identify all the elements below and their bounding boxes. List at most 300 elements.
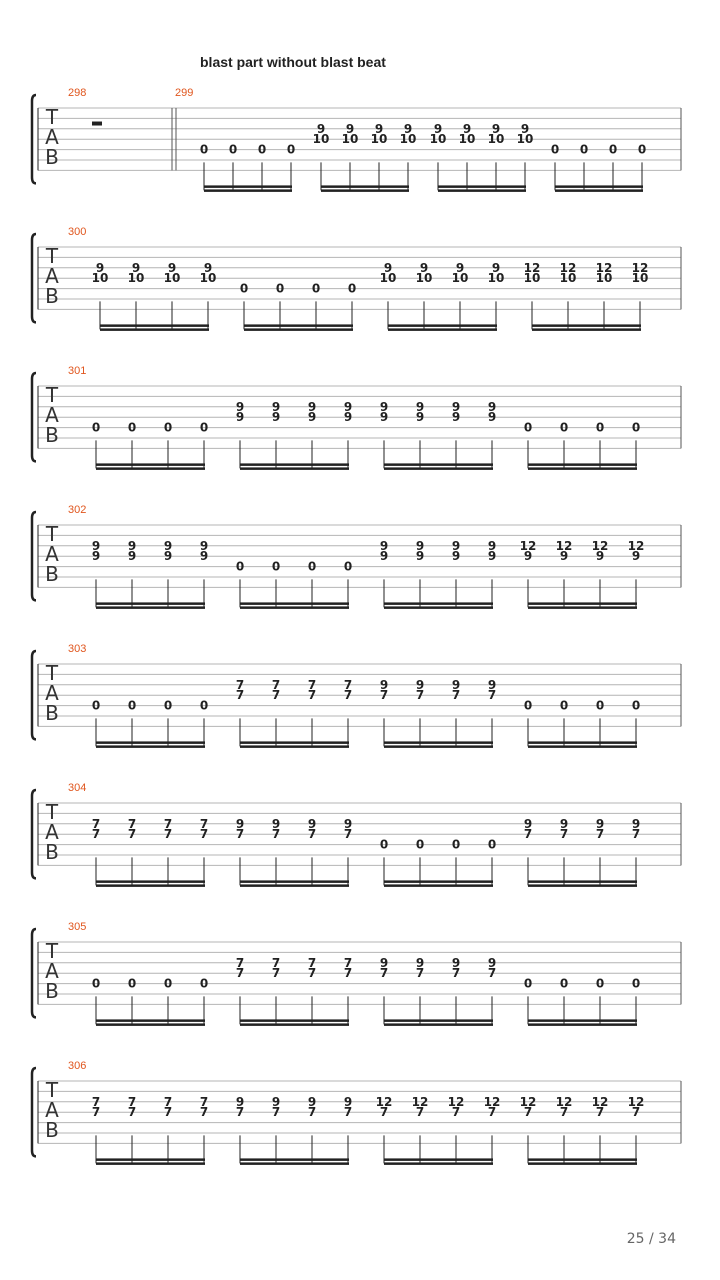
fret-number: 7 [127,827,137,842]
fret-number: 0 [257,142,267,157]
beam [384,741,493,744]
fret-number: 0 [91,698,101,713]
fret-number: 7 [415,966,425,981]
fret-number: 7 [487,1105,497,1120]
fret-number: 9 [487,538,497,553]
beam [204,189,292,192]
fret-number: 0 [235,559,245,574]
fret-number: 9 [343,399,353,414]
fret-number: 7 [271,966,281,981]
fret-number: 0 [595,420,605,435]
tab-clef-letter: A [45,681,59,705]
fret-number: 9 [631,549,641,564]
fret-number: 7 [199,1105,209,1120]
fret-number: 7 [271,1105,281,1120]
fret-number: 9 [235,816,245,831]
fret-number: 10 [595,271,613,286]
fret-number: 9 [419,260,429,275]
fret-number: 0 [127,976,137,991]
fret-number: 9 [523,816,533,831]
tab-clef-letter: T [45,522,59,546]
fret-number: 0 [631,976,641,991]
fret-number: 9 [127,538,137,553]
fret-number: 7 [307,955,317,970]
measure-number: 301 [68,365,87,377]
fret-number: 7 [271,677,281,692]
fret-number: 9 [415,955,425,970]
beam [384,1023,493,1026]
fret-number: 9 [487,399,497,414]
tab-clef-letter: T [45,800,59,824]
fret-number: 7 [235,966,245,981]
fret-number: 9 [235,399,245,414]
fret-number: 10 [312,132,330,147]
fret-number: 9 [316,121,326,136]
fret-number: 0 [91,420,101,435]
beam [384,745,493,748]
fret-number: 0 [199,420,209,435]
fret-number: 7 [415,1105,425,1120]
fret-number: 0 [579,142,589,157]
fret-number: 9 [271,399,281,414]
fret-number: 12 [627,538,645,553]
fret-number: 9 [487,410,497,425]
fret-number: 9 [307,1094,317,1109]
fret-number: 10 [523,271,541,286]
fret-number: 0 [523,976,533,991]
fret-number: 0 [286,142,296,157]
system-bracket [32,512,36,600]
fret-number: 9 [520,121,530,136]
fret-number: 9 [455,260,465,275]
fret-number: 12 [483,1094,501,1109]
fret-number: 7 [91,1105,101,1120]
fret-number: 7 [343,966,353,981]
fret-number: 9 [379,549,389,564]
tab-clef-letter: T [45,105,59,129]
fret-number: 7 [343,677,353,692]
fret-number: 12 [591,1094,609,1109]
fret-number: 7 [307,827,317,842]
fret-number: 9 [415,538,425,553]
fret-number: 10 [163,271,181,286]
fret-number: 9 [307,399,317,414]
beam [96,606,205,609]
fret-number: 0 [163,698,173,713]
fret-number: 10 [487,132,505,147]
fret-number: 9 [343,410,353,425]
measure-number: 305 [68,921,87,933]
fret-number: 9 [491,121,501,136]
tab-clef-letter: T [45,939,59,963]
fret-number: 0 [163,976,173,991]
fret-number: 7 [307,677,317,692]
fret-number: 7 [91,827,101,842]
fret-number: 9 [379,955,389,970]
beam [100,328,209,331]
beam [96,1162,205,1165]
tab-clef-letter: B [45,145,59,169]
fret-number: 9 [163,538,173,553]
fret-number: 12 [411,1094,429,1109]
fret-number: 12 [559,260,577,275]
fret-number: 9 [403,121,413,136]
fret-number: 0 [559,976,569,991]
fret-number: 9 [451,410,461,425]
tab-clef-letter: A [45,125,59,149]
fret-number: 9 [235,1094,245,1109]
fret-number: 12 [595,260,613,275]
fret-number: 0 [127,698,137,713]
fret-number: 0 [523,420,533,435]
fret-number: 9 [345,121,355,136]
fret-number: 7 [487,966,497,981]
fret-number: 0 [199,698,209,713]
fret-number: 7 [127,816,137,831]
fret-number: 0 [595,698,605,713]
fret-number: 12 [447,1094,465,1109]
fret-number: 9 [379,538,389,553]
beam [384,606,493,609]
fret-number: 10 [451,271,469,286]
beam [240,1023,349,1026]
fret-number: 9 [559,549,569,564]
fret-number: 9 [199,538,209,553]
fret-number: 10 [415,271,433,286]
fret-number: 9 [451,677,461,692]
beam [528,745,637,748]
beam [240,606,349,609]
fret-number: 0 [228,142,238,157]
system-bracket [32,651,36,739]
fret-number: 7 [343,827,353,842]
fret-number: 7 [631,1105,641,1120]
tab-clef-letter: B [45,284,59,308]
fret-number: 7 [451,688,461,703]
fret-number: 7 [271,688,281,703]
fret-number: 0 [91,976,101,991]
beam [240,1162,349,1165]
beam [438,185,526,188]
page-number: 25 / 34 [626,1231,676,1247]
system-bracket [32,373,36,461]
fret-number: 9 [271,816,281,831]
fret-number: 7 [163,816,173,831]
fret-number: 10 [127,271,145,286]
beam [528,880,637,883]
fret-number: 9 [131,260,141,275]
fret-number: 9 [127,549,137,564]
beam [384,1019,493,1022]
fret-number: 10 [199,271,217,286]
fret-number: 0 [451,837,461,852]
beam [384,602,493,605]
fret-number: 0 [311,281,321,296]
fret-number: 10 [399,132,417,147]
fret-number: 10 [370,132,388,147]
beam [528,741,637,744]
fret-number: 9 [343,816,353,831]
measure-number: 300 [68,226,87,238]
fret-number: 7 [451,1105,461,1120]
fret-number: 12 [555,1094,573,1109]
system-bracket [32,929,36,1017]
system-bracket [32,790,36,878]
fret-number: 9 [167,260,177,275]
fret-number: 0 [275,281,285,296]
fret-number: 9 [451,549,461,564]
fret-number: 7 [559,1105,569,1120]
beam [240,880,349,883]
beam [240,467,349,470]
tab-clef-letter: A [45,542,59,566]
fret-number: 0 [239,281,249,296]
beam [528,1019,637,1022]
fret-number: 9 [462,121,472,136]
measure-number: 306 [68,1060,87,1072]
beam [321,189,409,192]
fret-number: 9 [383,260,393,275]
fret-number: 0 [199,976,209,991]
fret-number: 7 [127,1105,137,1120]
fret-number: 9 [491,260,501,275]
fret-number: 0 [163,420,173,435]
measure-number: 298 [68,87,87,99]
section-heading: blast part without blast beat [200,54,386,70]
fret-number: 10 [429,132,447,147]
tab-clef-letter: T [45,383,59,407]
fret-number: 9 [379,677,389,692]
fret-number: 9 [271,1094,281,1109]
beam [240,463,349,466]
tab-clef-letter: T [45,244,59,268]
fret-number: 9 [451,538,461,553]
beam [96,1158,205,1161]
fret-number: 7 [631,827,641,842]
system-bracket [32,234,36,322]
beam [96,463,205,466]
tab-clef-letter: A [45,403,59,427]
fret-number: 9 [433,121,443,136]
fret-number: 7 [91,1094,101,1109]
fret-number: 7 [559,827,569,842]
beam [438,189,526,192]
fret-number: 9 [91,549,101,564]
fret-number: 0 [595,976,605,991]
fret-number: 9 [487,677,497,692]
tab-clef-letter: T [45,661,59,685]
tab-clef-letter: A [45,820,59,844]
beam [96,602,205,605]
fret-number: 12 [555,538,573,553]
fret-number: 7 [595,827,605,842]
fret-number: 7 [523,827,533,842]
fret-number: 9 [203,260,213,275]
fret-number: 9 [91,538,101,553]
tab-clef-letter: B [45,979,59,1003]
beam [555,189,643,192]
fret-number: 0 [127,420,137,435]
fret-number: 10 [379,271,397,286]
fret-number: 12 [631,260,649,275]
fret-number: 9 [487,549,497,564]
fret-number: 7 [343,955,353,970]
fret-number: 7 [595,1105,605,1120]
fret-number: 9 [415,399,425,414]
fret-number: 7 [163,827,173,842]
fret-number: 9 [487,955,497,970]
beam [100,324,209,327]
beam [528,1023,637,1026]
beam [96,1023,205,1026]
beam [532,328,641,331]
fret-number: 10 [487,271,505,286]
fret-number: 10 [91,271,109,286]
fret-number: 0 [271,559,281,574]
system-bracket [32,95,36,183]
measure-number: 299 [175,87,194,99]
beam [96,467,205,470]
fret-number: 0 [608,142,618,157]
beam [384,884,493,887]
fret-number: 7 [523,1105,533,1120]
beam [384,463,493,466]
fret-number: 0 [347,281,357,296]
fret-number: 12 [591,538,609,553]
fret-number: 0 [523,698,533,713]
beam [384,1158,493,1161]
measure-number: 302 [68,504,87,516]
whole-rest [92,122,102,126]
fret-number: 7 [163,1105,173,1120]
fret-number: 9 [271,410,281,425]
fret-number: 12 [519,538,537,553]
fret-number: 10 [631,271,649,286]
fret-number: 0 [559,698,569,713]
beam [528,1158,637,1161]
fret-number: 7 [307,966,317,981]
fret-number: 0 [631,420,641,435]
beam [96,1019,205,1022]
fret-number: 9 [379,410,389,425]
fret-number: 7 [271,827,281,842]
tab-clef-letter: B [45,701,59,725]
fret-number: 7 [307,1105,317,1120]
fret-number: 0 [415,837,425,852]
beam [384,467,493,470]
beam [240,884,349,887]
beam [528,602,637,605]
tab-clef-letter: B [45,423,59,447]
fret-number: 9 [595,549,605,564]
beam [384,1162,493,1165]
fret-number: 9 [595,816,605,831]
tab-clef-letter: A [45,959,59,983]
beam [528,467,637,470]
fret-number: 9 [559,816,569,831]
fret-number: 12 [519,1094,537,1109]
tab-clef-letter: B [45,1118,59,1142]
fret-number: 7 [235,1105,245,1120]
fret-number: 9 [451,955,461,970]
fret-number: 7 [199,816,209,831]
fret-number: 9 [415,549,425,564]
beam [528,606,637,609]
fret-number: 10 [341,132,359,147]
beam [532,324,641,327]
beam [244,324,353,327]
fret-number: 9 [199,549,209,564]
fret-number: 10 [458,132,476,147]
beam [96,884,205,887]
fret-number: 7 [451,966,461,981]
fret-number: 10 [516,132,534,147]
fret-number: 7 [199,827,209,842]
beam [244,328,353,331]
beam [240,1158,349,1161]
tab-clef-letter: B [45,562,59,586]
fret-number: 10 [559,271,577,286]
beam [528,463,637,466]
fret-number: 7 [343,1105,353,1120]
fret-number: 7 [235,827,245,842]
fret-number: 7 [307,688,317,703]
fret-number: 12 [375,1094,393,1109]
fret-number: 7 [379,688,389,703]
fret-number: 7 [235,955,245,970]
fret-number: 9 [307,816,317,831]
fret-number: 7 [235,688,245,703]
tab-clef-letter: A [45,1098,59,1122]
fret-number: 9 [235,410,245,425]
fret-number: 7 [91,816,101,831]
fret-number: 0 [307,559,317,574]
fret-number: 9 [415,410,425,425]
fret-number: 0 [487,837,497,852]
beam [240,1019,349,1022]
beam [240,745,349,748]
fret-number: 7 [235,677,245,692]
beam [555,185,643,188]
fret-number: 9 [631,816,641,831]
beam [384,880,493,883]
tab-clef-letter: B [45,840,59,864]
beam [96,880,205,883]
tab-clef-letter: T [45,1078,59,1102]
fret-number: 7 [271,955,281,970]
fret-number: 12 [523,260,541,275]
fret-number: 9 [523,549,533,564]
system-bracket [32,1068,36,1156]
fret-number: 9 [307,410,317,425]
fret-number: 7 [379,966,389,981]
fret-number: 7 [343,688,353,703]
beam [388,324,497,327]
beam [528,884,637,887]
fret-number: 0 [631,698,641,713]
fret-number: 7 [415,688,425,703]
measure-number: 304 [68,782,87,794]
tab-clef-letter: A [45,264,59,288]
fret-number: 12 [627,1094,645,1109]
fret-number: 0 [559,420,569,435]
fret-number: 0 [550,142,560,157]
beam [388,328,497,331]
beam [528,1162,637,1165]
fret-number: 7 [163,1094,173,1109]
fret-number: 7 [487,688,497,703]
fret-number: 9 [374,121,384,136]
